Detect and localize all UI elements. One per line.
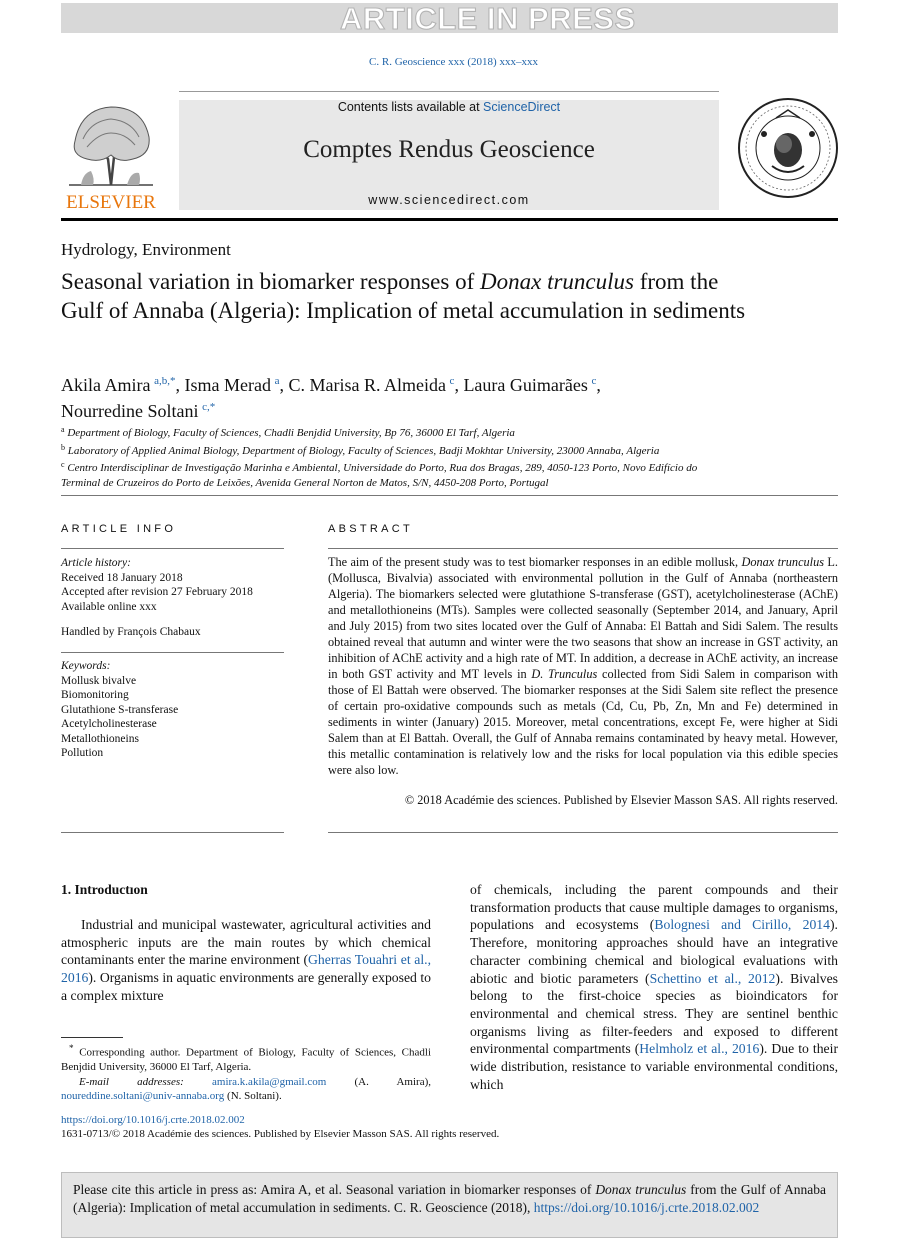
email-link[interactable]: noureddine.soltani@univ-annaba.org [61,1090,225,1103]
journal-url[interactable]: www.sciencedirect.com [368,193,530,207]
article-history [61,556,284,614]
abstract-segment: L. (Mollusca, Bivalvia) associated with environmental pollution in the Gulf of Annaba (northeastern Algeria). The biomarkers selected were glutathione S-transferase (GST), acetylcholinesterase (AChE) and metallothioneins (MTs). Samples were collected seasonally (September 2014, and January, April and July 2015) from two sites located over the Gulf of Annaba: El Battah and Sidi Salem. The results obtained reveal that autumn and winter were the two seasons that show an increase in GST activity, an inhibition of AChE activity and a high rate of MT. In addition, a decrease in AChE activity, an increase in both GST activity and MT levels in [328,555,838,681]
footnote-text: Corresponding author. Department of Biology, Faculty of Sciences, Chadli Benjdid University, 36000 El Tarf, Algeria. [61,1046,431,1074]
academie-des-sciences-seal [736,88,839,210]
abstract-bottom-rule [328,832,838,833]
affiliation-rule [61,495,838,496]
keywords-rule [61,652,284,653]
citation-link[interactable]: Helmholz et al., 2016 [639,1041,760,1057]
body-text: ). Therefore, monitoring approaches should have an integrative character combining chemical and biological evaluations with abiotic and biotic parameters ( [470,917,838,986]
corresponding-author-footnote [61,1041,431,1104]
history-online: Available online xxx [61,600,157,613]
history-received: Received 18 January 2018 [61,571,183,584]
footnote-star: * [69,1043,74,1053]
author-name: Laura Guimarães [463,375,588,395]
introduction-heading: 1. Introductıon [61,882,148,897]
citation-link[interactable]: Schettino et al., 2012 [649,970,776,986]
abstract-segment: collected from Sidi Salem in comparison with those of El Battah were observed. The biomarker responses at the Sidi Salem site reflect the presence of certain pro-oxidative compounds such as metals (Cd, Cu, Pb, Zn, Mn and Fe) determined in sediments in winter (January) 2015. Moreover, metal concentrations, except Fe, were higher at Sidi Salem than at El Battah. Overall, the Gulf of Annaba remains contaminated by heavy metal. However, this metallic contamination is relatively low and the risks for local population via this edible species were also low. [328,667,839,777]
abstract-text [328,554,838,778]
issn-copyright: 1631-0713/© 2018 Académie des sciences. Published by Elsevier Masson SAS. All rights reserved. [61,1128,500,1140]
body-text: ). Due to their wide distribution, resistance to variable environmental conditions, which [470,1041,838,1092]
masthead-bottom-rule [61,218,838,221]
title-part-1: Seasonal variation in biomarker responses of [61,269,480,294]
affiliation-item [61,423,721,441]
affiliation-mark: b [61,442,65,452]
author-affil-mark[interactable]: c [591,375,597,387]
handled-by: Handled by François Chabaux [61,626,201,638]
author-separator: , [596,375,601,395]
cite-doi-link[interactable]: https://doi.org/10.1016/j.crte.2018.02.002 [533,1199,760,1215]
cite-text: Please cite this article in press as: Amira A, et al. Seasonal variation in biomarker responses of [73,1182,596,1197]
body-text: ). Organisms in aquatic environments are generally exposed to a complex mixture [61,970,431,1003]
email-owner: (N. Soltani). [224,1090,282,1103]
footnote-rule [61,1037,123,1038]
cite-species: Donax trunculus [595,1182,687,1197]
affiliation-text: Department of Biology, Faculty of Sciences, Chadli Benjdid University, Bp 76, 36000 El Tarf, Algeria [67,427,515,439]
body-text: Industrial and municipal wastewater, agricultural activities and atmospheric inputs are the main routes by which chemical contaminants enter the marine environment ( [61,917,431,968]
email-link[interactable]: amira.k.akila@gmail.com [212,1075,327,1088]
author-separator: , [279,375,289,395]
abstract-rule [328,548,838,549]
keywords-label: Keywords: [61,660,111,672]
article-section: Hydrology, Environment [61,240,231,259]
doi-link[interactable]: https://doi.org/10.1016/j.crte.2018.02.002 [61,1114,245,1126]
title-part-2: from the Gulf of Annaba (Algeria): Implication of metal accumulation in sediments [61,269,746,323]
keyword: Metallothioneins [61,732,139,745]
author-affil-mark[interactable]: a [274,375,280,387]
author-name: Isma Merad [184,375,271,395]
contents-line [179,100,719,114]
info-bottom-rule [61,832,284,833]
keyword: Pollution [61,747,104,759]
email-owner: (A. Amira), [326,1075,431,1088]
title-species: Donax trunculus [480,269,634,294]
keyword: Acetylcholinesterase [61,718,157,730]
cite-this-article-box [61,1172,838,1238]
article-info-heading: ARTICLE INFO [61,523,177,535]
body-column-right [470,881,838,1093]
abstract-segment: The aim of the present study was to test biomarker responses in an edible mollusk, [328,555,742,569]
affiliation-mark: c [61,460,65,469]
svg-text:ELSEVIER: ELSEVIER [66,192,156,211]
keyword: Glutathione S-transferase [61,703,179,716]
body-text: ). Bivalves belong to the first-choice species as bioindicators for environmental and chemical stress. They are sentinel benthic organisms living as filter-feeders and exposed to different environmental compartments ( [470,970,838,1057]
author-name: C. Marisa R. Almeida [288,375,446,395]
affiliation-item [61,441,721,459]
body-column-left [61,916,431,1005]
author-affil-mark[interactable]: c,* [202,401,216,413]
contents-prefix: Contents lists available at [337,100,484,114]
masthead-top-rule [179,91,719,92]
abstract-species: Donax trunculus [741,555,825,569]
author-affil-mark[interactable]: c [449,375,455,387]
article-in-press-text: ARTICLE IN PRESS [340,1,636,36]
abstract-heading: ABSTRACT [328,523,414,535]
author-name: Nourredine Soltani [61,401,199,421]
article-info-rule [61,548,284,549]
keyword: Mollusk bivalve [61,674,137,687]
abstract-species: D. Trunculus [531,667,598,681]
citation-link[interactable]: Bolognesi and Cirillo, 2014 [654,917,830,933]
sciencedirect-link[interactable]: ScienceDirect [483,100,561,114]
citation-link[interactable]: Gherras Touahri et al., 2016 [61,952,431,986]
author-separator: , [175,375,185,395]
affiliation-text: Centro Interdisciplinar de Investigação Marinha e Ambiental, Universidade do Porto, Rua dos Bragas, 289, 4050-123 Porto, Novo Edifício do Terminal de Cruzeiros do Porto de Leixões, Avenida General Norton de Matos, S/N, 4450-208 Porto, Portugal [61,462,698,489]
elsevier-logo [61,99,161,211]
affiliations [61,423,721,490]
history-accepted: Accepted after revision 27 February 2018 [61,586,253,598]
author-list [61,370,781,422]
article-title [61,267,761,325]
email-label: E-mail addresses: [79,1075,213,1088]
history-label: Article history: [61,557,131,569]
author-separator: , [454,375,464,395]
keyword: Biomonitoring [61,689,129,701]
keywords-list [61,659,284,761]
journal-citation-line[interactable]: C. R. Geoscience xxx (2018) xxx–xxx [369,56,538,68]
affiliation-item [61,458,721,490]
abstract-copyright: © 2018 Académie des sciences. Published by Elsevier Masson SAS. All rights reserved. [404,793,838,807]
author-affil-mark[interactable]: a,b,* [154,375,176,387]
author-name: Akila Amira [61,375,151,395]
journal-title: Comptes Rendus Geoscience [303,136,595,163]
body-text: of chemicals, including the parent compounds and their transformation products that cause multiple damages to organisms, populations and ecosystems ( [470,882,838,933]
affiliation-mark: a [61,425,65,434]
affiliation-text: Laboratory of Applied Animal Biology, Department of Biology, Faculty of Sciences, Badji Mokhtar University, 23000 Annaba, Algeria [67,444,660,457]
cite-text: from the Gulf of Annaba (Algeria): Implication of metal accumulation in sediments. C. R. Geoscience (2018), [73,1182,826,1215]
